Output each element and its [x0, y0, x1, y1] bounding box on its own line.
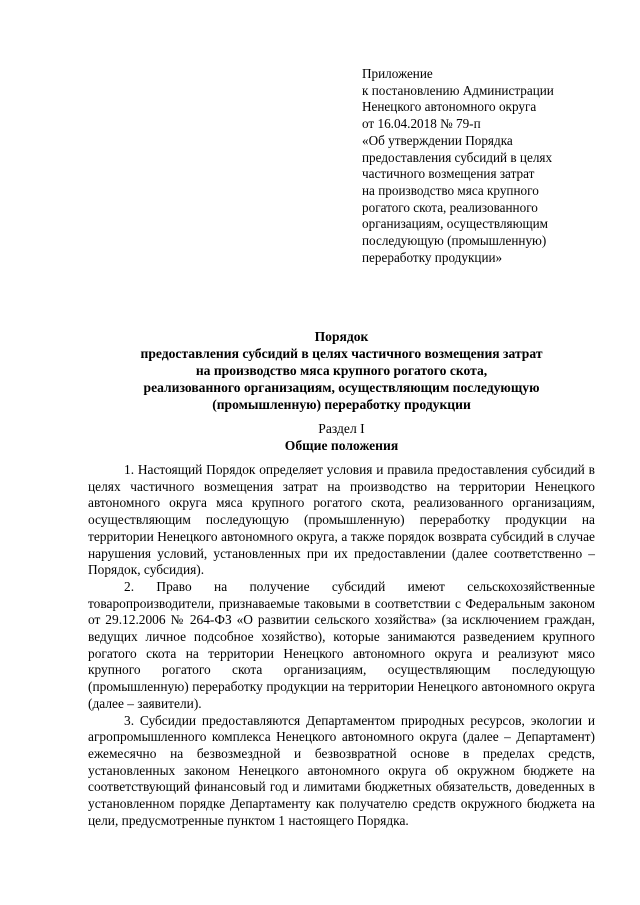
appendix-line: от 16.04.2018 № 79-п: [362, 116, 481, 132]
paragraph-2: 2. Право на получение субсидий имеют сельскохозяйственные товаропроизводители, признаваемые таковыми в соответствии с Федеральным законом от 29.12.2006 № 264-ФЗ «О развитии сельского хозяйства» (за исключением граждан, ведущих личное подсобное хозяйство), которые занимаются разведением крупного рогатого скота на территории Ненецкого автономного округа и реализуют мясо крупного рогатого скота организациям, осуществляющим последующую (промышленную) переработку продукции на территории Ненецкого автономного округа (далее – заявители).: [88, 578, 595, 711]
title-line: на производство мяса крупного рогатого скота,: [195, 363, 488, 379]
paragraph-3: 3. Субсидии предоставляются Департаментом природных ресурсов, экологии и агропромышленного комплекса Ненецкого автономного округа (далее – Департамент) ежемесячно на безвозмездной и безвозвратной основе в пределах средств, установленных законом Ненецкого автономного округа об окружном бюджете на соответствующий финансовый год и лимитами бюджетных обязательств, доведенных в установленном порядке Департаменту как получателю средств окружного бюджета на цели, предусмотренные пунктом 1 настоящего Порядка.: [88, 712, 595, 828]
appendix-line: Ненецкого автономного округа: [362, 99, 537, 115]
document-title: [88, 328, 595, 413]
appendix-line: переработку продукции»: [362, 249, 503, 265]
document-body: [88, 462, 595, 829]
appendix-line: организациям, осуществляющим: [362, 216, 549, 232]
title-line: предоставления субсидий в целях частичного возмещения затрат: [140, 346, 543, 362]
title-line: (промышленную) переработку продукции: [212, 397, 471, 413]
appendix-line: частичного возмещения затрат: [362, 166, 535, 182]
appendix-line: к постановлению Администрации: [362, 82, 554, 98]
appendix-line: на производство мяса крупного: [362, 182, 539, 198]
appendix-reference: [362, 66, 612, 266]
appendix-line: предоставления субсидий в целях: [362, 149, 553, 165]
section-header: [88, 420, 595, 454]
section-label: Раздел I: [318, 421, 365, 436]
appendix-line: последующую (промышленную): [362, 233, 547, 249]
title-heading: Порядок: [314, 329, 369, 344]
title-line: реализованного организациям, осуществляющим последующую: [143, 380, 540, 396]
paragraph-1: 1. Настоящий Порядок определяет условия и правила предоставления субсидий в целях частичного возмещения затрат на производство на территории Ненецкого автономного округа мяса крупного рогатого скота, реализованного организациям, осуществляющим последующую (промышленную) переработку продукции на территории Ненецкого автономного округа, а также порядок возврата субсидий в случае нарушения условий, установленных при их предоставлении (далее соответственно – Порядок, субсидия).: [88, 462, 595, 578]
section-heading: Общие положения: [284, 438, 399, 453]
appendix-line: «Об утверждении Порядка: [362, 132, 513, 148]
appendix-line: Приложение: [362, 66, 433, 81]
appendix-line: рогатого скота, реализованного: [362, 199, 538, 215]
